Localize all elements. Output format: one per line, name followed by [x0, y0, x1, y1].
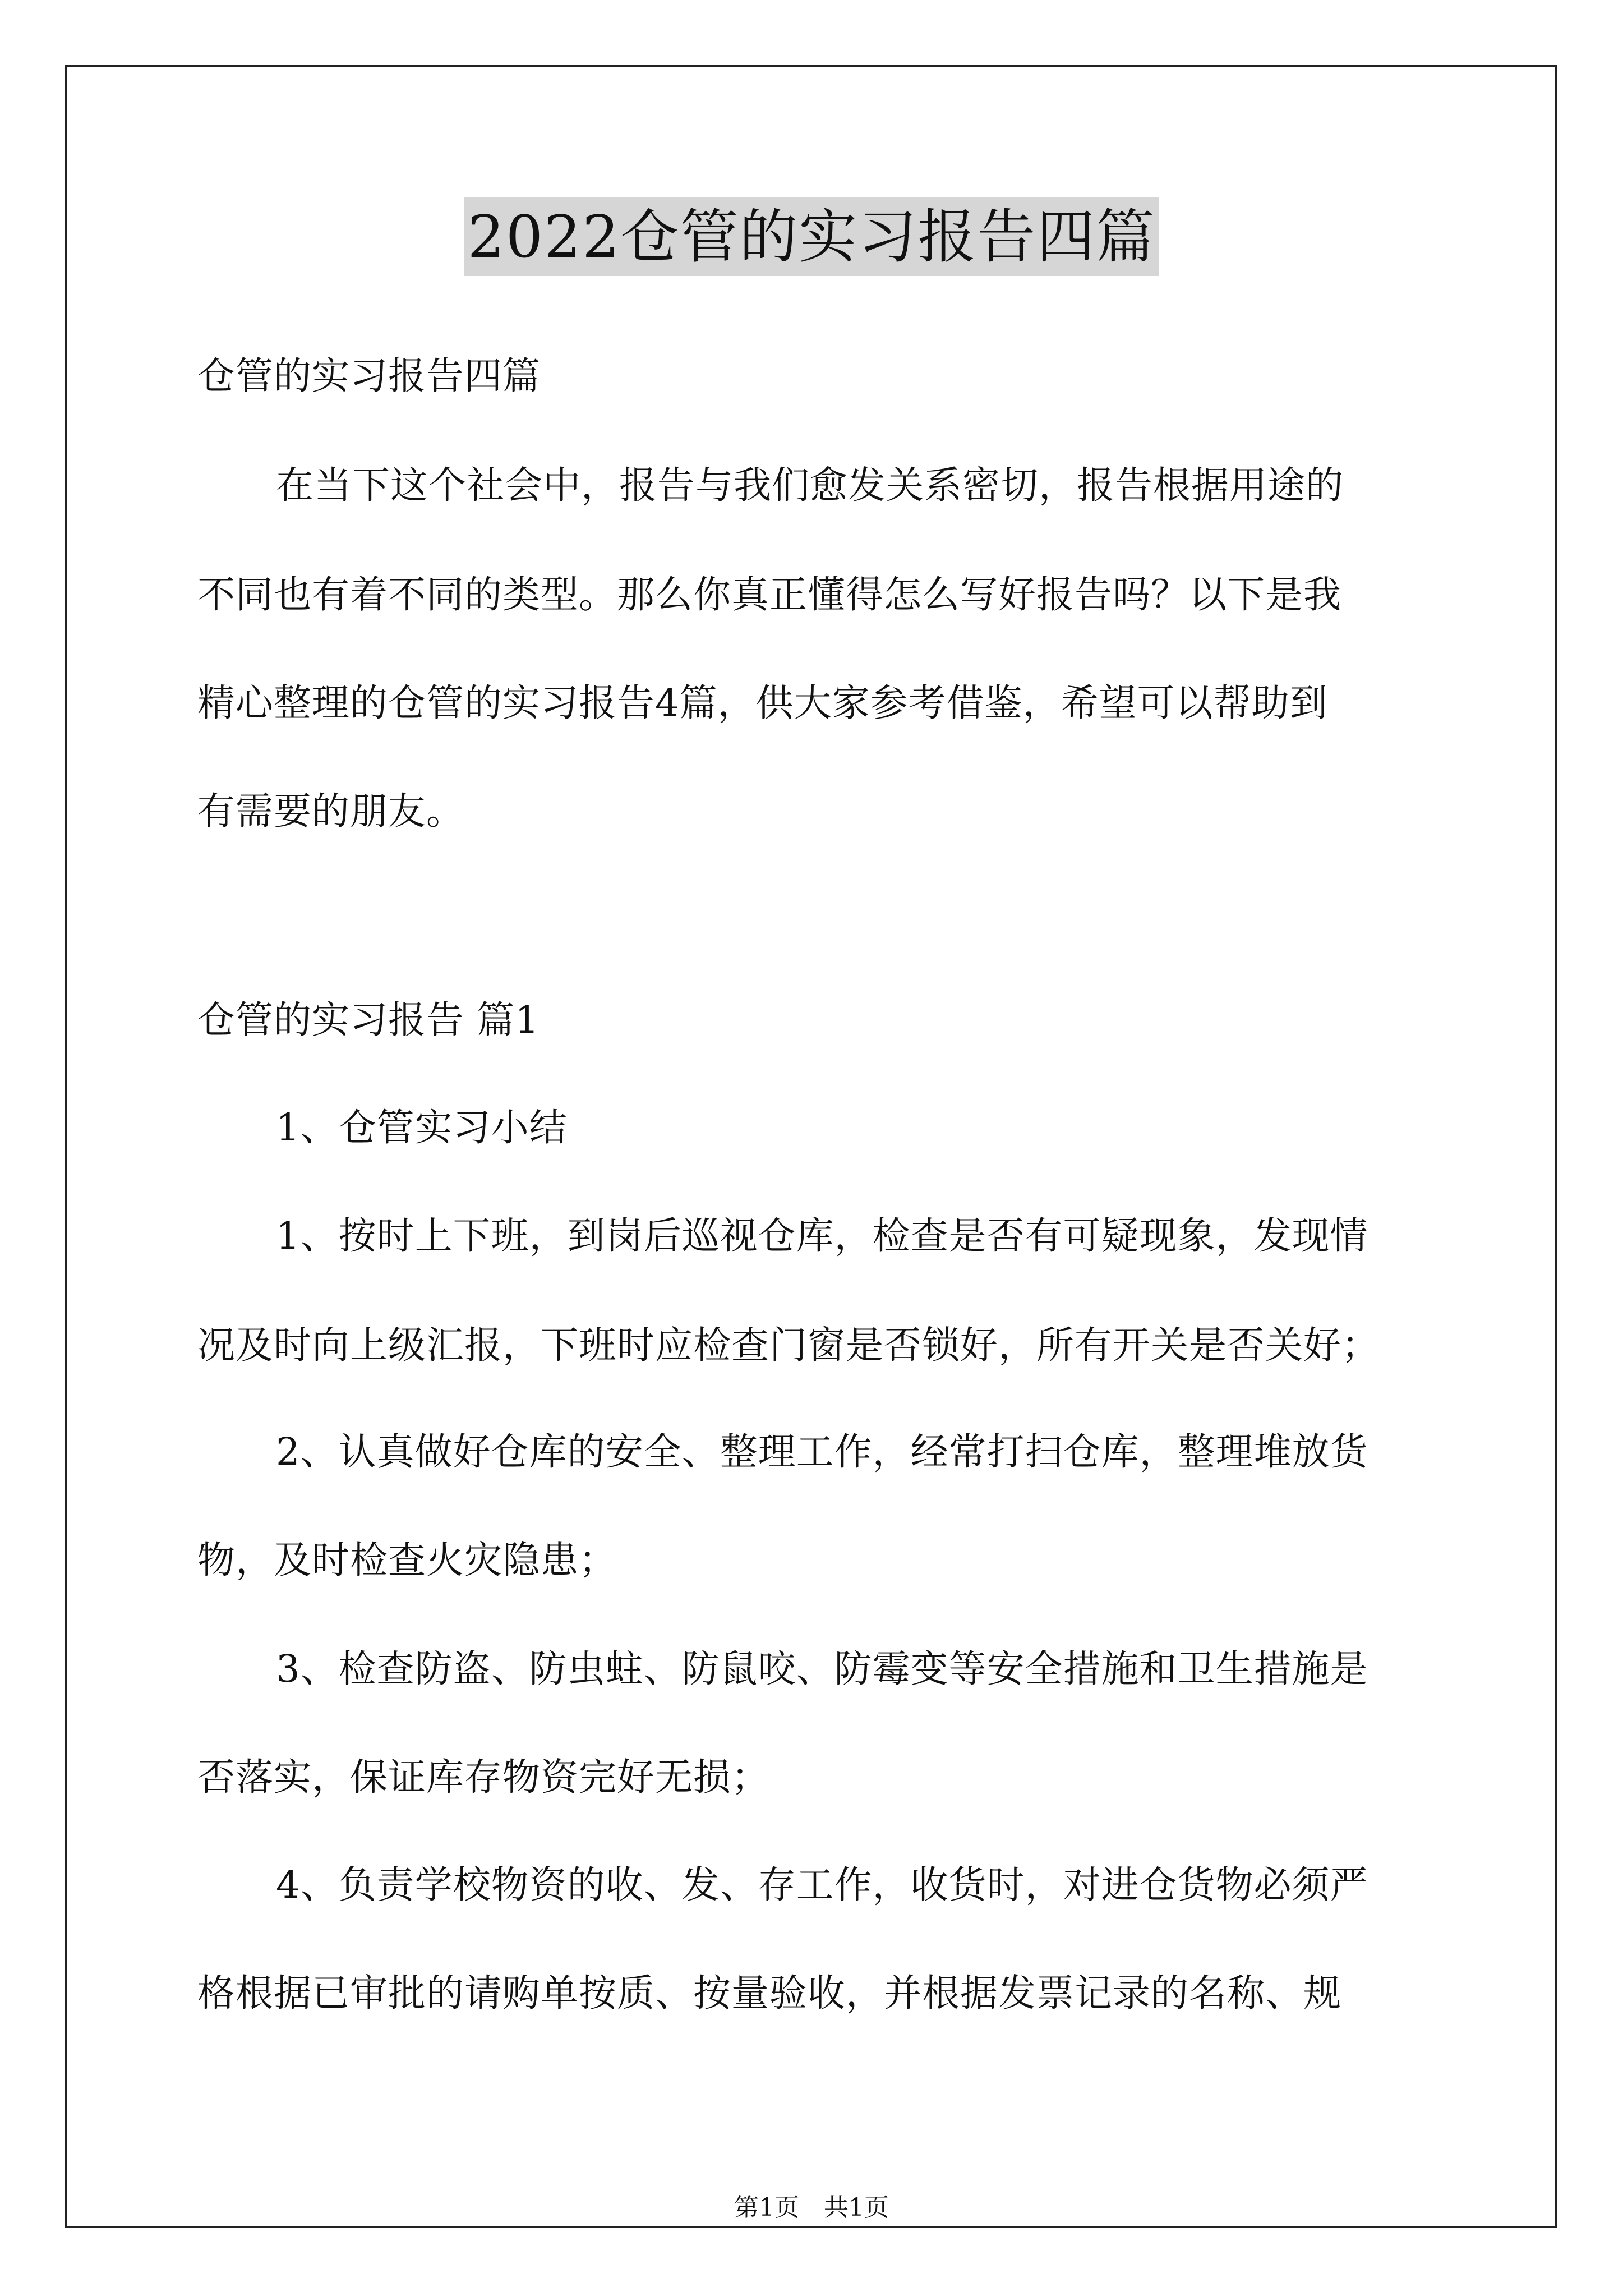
paragraph-line: 2、认真做好仓库的安全、整理工作，经常打扫仓库，整理堆放货: [276, 1430, 1368, 1474]
page-footer: 第1页 共1页: [734, 2193, 889, 2222]
section-heading: 仓管的实习报告 篇1: [197, 998, 540, 1042]
paragraph-line: 4、负责学校物资的收、发、存工作，收货时，对进仓货物必须严: [276, 1863, 1368, 1907]
paragraph-line: 1、按时上下班，到岗后巡视仓库，检查是否有可疑现象，发现情: [276, 1214, 1368, 1258]
paragraph-line: 况及时向上级汇报，下班时应检查门窗是否锁好，所有开关是否关好；: [197, 1323, 1380, 1367]
paragraph-line: 物，及时检查火灾隐患；: [197, 1538, 617, 1582]
paragraph-line: 不同也有着不同的类型。那么你真正懂得怎么写好报告吗？以下是我: [197, 573, 1341, 616]
paragraph-line: 否落实，保证库存物资完好无损；: [197, 1755, 769, 1799]
paragraph-line: 精心整理的仓管的实习报告4篇，供大家参考借鉴，希望可以帮助到: [197, 681, 1328, 725]
paragraph-line: 3、检查防盗、防虫蛀、防鼠咬、防霉变等安全措施和卫生措施是: [276, 1647, 1368, 1691]
document-title: 2022仓管的实习报告四篇: [464, 197, 1159, 276]
subtitle-line: 仓管的实习报告四篇: [197, 354, 541, 398]
paragraph-line: 格根据已审批的请购单按质、按量验收，并根据发票记录的名称、规: [197, 1971, 1341, 2015]
title-container: [0, 197, 1623, 276]
list-heading: 1、仓管实习小结: [276, 1106, 568, 1149]
paragraph-line: 有需要的朋友。: [197, 789, 464, 833]
paragraph-line: 在当下这个社会中，报告与我们愈发关系密切，报告根据用途的: [276, 463, 1344, 507]
